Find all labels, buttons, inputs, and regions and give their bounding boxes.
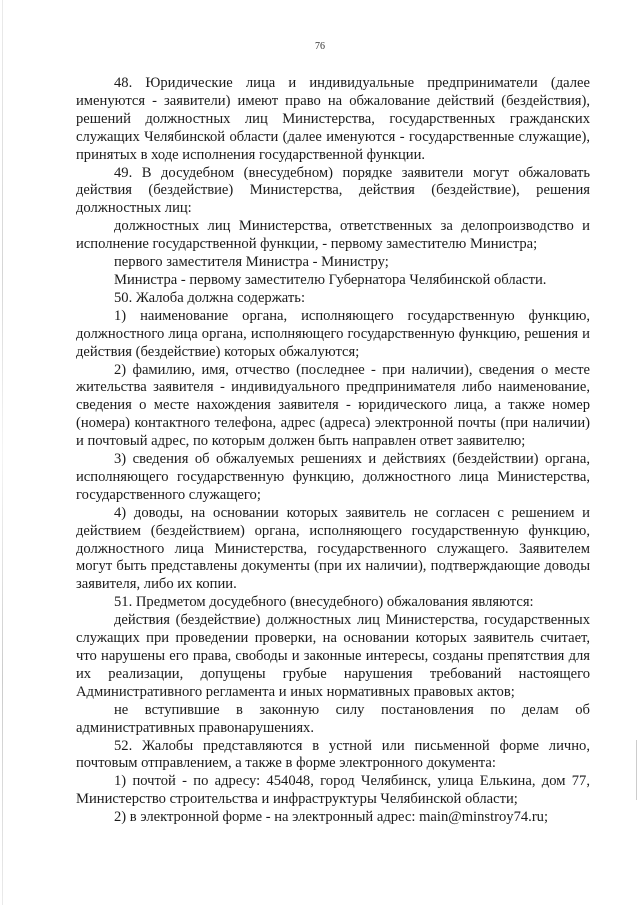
paragraph-48: 48. Юридические лица и индивидуальные предприниматели (далее именуются - заявители) имеют право на обжалование действий (бездействия), решений должностных лиц Министерства, государственных гражданских служащих Челябинской области (далее именуются - государственные служащие), принятых в ходе исполнения государственной функции.: [76, 75, 590, 163]
paragraph-52: 52. Жалобы представляются в устной или письменной форме лично, почтовым отправлением, а также в форме электронного документа:: [76, 737, 590, 772]
paragraph-50-item-2: 2) фамилию, имя, отчество (последнее - при наличии), сведения о месте жительства заявителя - индивидуального предпринимателя либо наименование, сведения о месте нахождения заявителя - юридического лица, а также номер (номера) контактного телефона, адрес (адреса) электронной почты (при наличии) и почтовый адрес, по которым должен быть направлен ответ заявителю;: [76, 361, 590, 450]
scan-edge-right: [636, 740, 637, 800]
paragraph-51: 51. Предметом досудебного (внесудебного) обжалования являются:: [114, 594, 534, 611]
page-number: 76: [315, 41, 325, 52]
paragraph-50-item-1: 1) наименование органа, исполняющего государственную функцию, должностного лица органа, исполняющего государственную функцию, решения и действия (бездействие) которых обжалуются;: [76, 307, 590, 360]
paragraph-49-item-3: Министра - первому заместителю Губернатора Челябинской области.: [114, 271, 547, 288]
paragraph-49-item-1: должностных лиц Министерства, ответственных за делопроизводство и исполнение государственной функции, - первому заместителю Министра;: [76, 218, 590, 253]
paragraph-51-item-1: действия (бездействие) должностных лиц Министерства, государственных служащих при проведении проверки, на основании которых заявитель считает, что нарушены его права, свободы и законные интересы, созданы препятствия для их реализации, допущены грубые нарушения требований настоящего Административного регламента и иных нормативных правовых актов;: [76, 612, 590, 700]
paragraph-52-item-2: 2) в электронной форме - на электронный адрес: main@minstroy74.ru;: [114, 809, 549, 826]
paragraph-52-item-1: 1) почтой - по адресу: 454048, город Челябинск, улица Елькина, дом 77, Министерство строительства и инфраструктуры Челябинской области;: [76, 773, 590, 808]
document-body: [76, 75, 590, 827]
paragraph-49: 49. В досудебном (внесудебном) порядке заявители могут обжаловать действия (бездействие) Министерства, действия (бездействие), решения должностных лиц:: [76, 164, 590, 217]
paragraph-50: 50. Жалоба должна содержать:: [114, 289, 305, 306]
paragraph-50-item-4: 4) доводы, на основании которых заявитель не согласен с решением и действием (бездействием) органа, исполняющего государственную функцию, должностного лица Министерства, государственного служащего. Заявителем могут быть представлены документы (при их наличии), подтверждающие доводы заявителя, либо их копии.: [76, 504, 590, 593]
paragraph-49-item-2: первого заместителя Министра - Министру;: [114, 254, 389, 271]
paragraph-50-item-3: 3) сведения об обжалуемых решениях и действиях (бездействии) органа, исполняющего государственную функцию, должностного лица Министерства, государственного служащего;: [76, 451, 590, 503]
scan-edge-left: [2, 0, 3, 905]
paragraph-51-item-2: не вступившие в законную силу постановления по делам об административных правонарушениях.: [76, 701, 590, 736]
